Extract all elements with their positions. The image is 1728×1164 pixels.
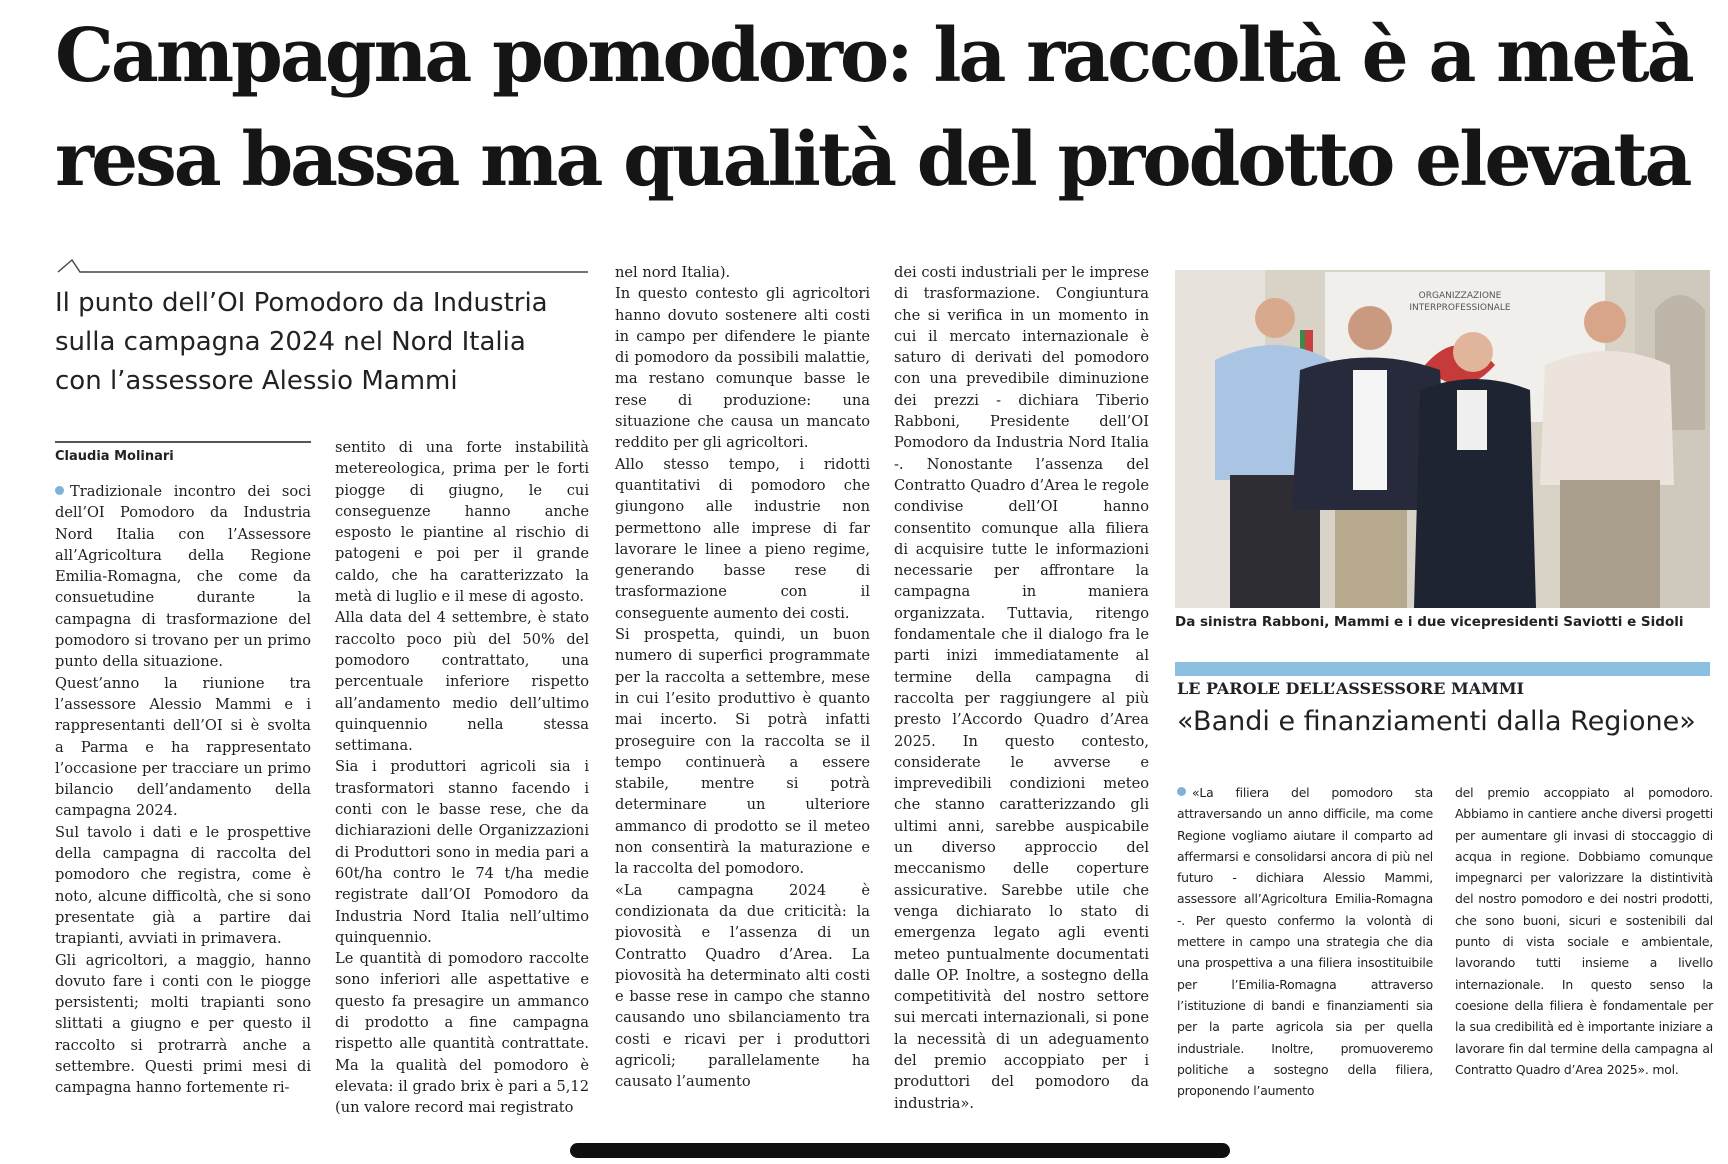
box-column-1 [1177,782,1433,1107]
article-col3-text: nel nord Italia). In questo contesto gli agricoltori hanno dovuto sostenere alti costi in campo per difendere le piante di pomodoro da possibili malattie, ma restano comunque basse le rese di produzione: una situazione che causa un mancato reddito per gli agricoltori. Allo stesso tempo, i ridotti quantitativi di pomodoro che giungono alle industrie non permettono alle imprese di far lavorare le linee a pieno regime, generando basse rese di trasformazione con il conseguente aumento dei costi. Si prospetta, quindi, un buon numero di superfici programmate per la raccolta a settembre, mese in cui l’esito produttivo è quanto mai incerto. Si potrà infatti proseguire con la raccolta se il tempo continuerà a essere stabile, mentre si potrà determinare un ulteriore ammanco di prodotto se il meteo non consentirà la maturazione e la raccolta del pomodoro. «La campagna 2024 è condizionata da due criticità: la piovosità e l’assenza di un Contratto Quadro d’Area. La piovosità ha determinato alti costi e basse rese in campo che stanno causando uno sbilanciamento tra costi e ricavi per i produttori agricoli; parallelamente ha causato l’aumento [615,264,870,1091]
headline [55,4,1695,212]
headline-line-2: resa bassa ma qualità del prodotto elevata [55,117,1690,203]
home-indicator-bar[interactable] [570,1143,1230,1158]
group-photo [1175,270,1710,608]
photo-caption: Da sinistra Rabboni, Mammi e i due vicepresidenti Saviotti e Sidoli [1175,614,1684,630]
article-column-4 [894,262,1149,1112]
subhead-line-3: con l’assessore Alessio Mammi [55,366,458,396]
author-byline: Claudia Molinari [55,441,311,464]
banner-text-2: INTERPROFESSIONALE [1409,303,1511,313]
article-col1-text: Tradizionale incontro dei soci dell’OI Pomodoro da Industria Nord Italia con l’Assessore all’Agricoltura della Regione Emilia-Romagna, che come da consuetudine durante la campagna di trasformazione del pomodoro si trovano per un primo punto della situazione. Quest’anno la riunione tra l’assessore Alessio Mammi e i rappresentanti dell’OI si è svolta a Parma e ha rappresentato l’occasione per tracciare un primo bilancio dell’andamento della campagna 2024. Sul tavolo i dati e le prospettive della campagna di raccolta del pomodoro che registra, come è noto, alcune difficoltà, che si sono presentate già a partire dai trapianti, avviati in primavera. Gli agricoltori, a maggio, hanno dovuto fare i conti con le piogge persistenti; molti trapianti sono slittati a giugno e per questo il raccolto si protrarrà anche a settembre. Questi primi mesi di campagna hanno fortemente ri- [55,483,311,1097]
subhead-line-1: Il punto dell’OI Pomodoro da Industria [55,288,548,318]
article-col4-text: dei costi industriali per le imprese di trasformazione. Congiuntura che si verifica in un momento in cui il mercato internazionale è saturo di derivati del pomodoro con una prevedibile diminuzione dei prezzi - dichiara Tiberio Rabboni, Presidente dell’OI Pomodoro da Industria Nord Italia -. Nonostante l’assenza del Contratto Quadro d’Area le regole condivise dell’OI hanno consentito comunque alla filiera di acquisire tutte le informazioni necessarie per affrontare la campagna in maniera organizzata. Tuttavia, ritengo fondamentale che il dialogo fra le parti inizi immediatamente al termine della campagna di raccolta per raggiungere al più presto l’Accordo Quadro d’Area 2025. In questo contesto, considerate le avverse e imprevedibili condizioni meteo che stanno caratterizzando gli ultimi anni, sarebbe auspicabile un diverso approccio del meccanismo delle coperture assicurative. Sarebbe utile che venga dichiarato lo stato di emergenza legato agli eventi meteo puntualmente documentati dalle OP. Inoltre, a sostegno della competitività del nostro settore sui mercati internazionali, si pone la necessità di un adeguamento del premio accoppiato per i produttori del pomodoro da industria». [894,264,1149,1112]
bullet-dot-icon [55,486,64,495]
article-column-1 [55,481,311,1106]
article-column-2 [335,437,589,1117]
box-title: «Bandi e finanziamenti dalla Regione» [1177,706,1696,737]
group-photo-illustration [1175,270,1710,608]
box-kicker: LE PAROLE DELL’ASSESSORE MAMMI [1177,679,1525,698]
subheadline [55,284,595,401]
subhead-line-2: sulla campagna 2024 nel Nord Italia [55,327,526,357]
section-rule-icon [58,258,588,280]
box-column-2 [1455,782,1713,1107]
article-column-3 [615,262,870,1107]
box-col2-text: del premio accoppiato al pomodoro. Abbiamo in cantiere anche diversi progetti per aumentare gli invasi di stoccaggio di acqua in regione. Dobbiamo comunque impegnarci per valorizzare la distintività del nostro pomodoro e dei nostri prodotti, che sono buoni, sicuri e sostenibili dal punto di vista sociale e ambientale, lavorando tutti insieme a livello internazionale. In questo senso la coesione della filiera è fondamentale per la sua credibilità ed è importante iniziare a lavorare fin dal termine della campagna al Contratto Quadro d’Area 2025». mol. [1455,785,1713,1077]
headline-line-1: Campagna pomodoro: la raccoltà è a metà [55,13,1692,99]
box-accent-bar [1175,662,1710,676]
banner-text-1: ORGANIZZAZIONE [1418,291,1502,301]
box-col1-text: «La filiera del pomodoro sta attraversando un anno difficile, ma come Regione vogliamo aiutare il comparto ad affermarsi e consolidarsi ancora di più nel futuro - dichiara Alessio Mammi, assessore all’Agricoltura Emilia-Romagna -. Per questo confermo la volontà di mettere in campo una strategia che dia una prospettiva a una filiera insostituibile per l’Emilia-Romagna attraverso l’istituzione di bandi e finanziamenti sia per la parte agricola sia per quella industriale. Inoltre, promuoveremo politiche a sostegno della filiera, proponendo l’aumento [1177,785,1433,1099]
article-col2-text: sentito di una forte instabilità metereologica, prima per le forti piogge di giugno, le cui conseguenze hanno anche esposto le piantine al rischio di patogeni e poi per il grande caldo, che ha caratterizzato la metà di luglio e il mese di agosto. Alla data del 4 settembre, è stato raccolto poco più del 50% del pomodoro contrattato, una percentuale inferiore rispetto all’andamento medio dell’ultimo quinquennio nella stessa settimana. Sia i produttori agricoli sia i trasformatori stanno facendo i conti con le basse rese, che da dichiarazioni delle Organizzazioni di Produttori sono in media pari a 60t/ha contro le 74 t/ha medie registrate dall’OI Pomodoro da Industria Nord Italia nell’ultimo quinquennio. Le quantità di pomodoro raccolte sono inferiori alle aspettative e questo fa presagire un ammanco di prodotto a fine campagna rispetto alle quantità contrattate. Ma la qualità del pomodoro è elevata: il grado brix è pari a 5,12 (un valore record mai registrato [335,439,589,1117]
box-bullet-dot-icon [1177,787,1186,796]
